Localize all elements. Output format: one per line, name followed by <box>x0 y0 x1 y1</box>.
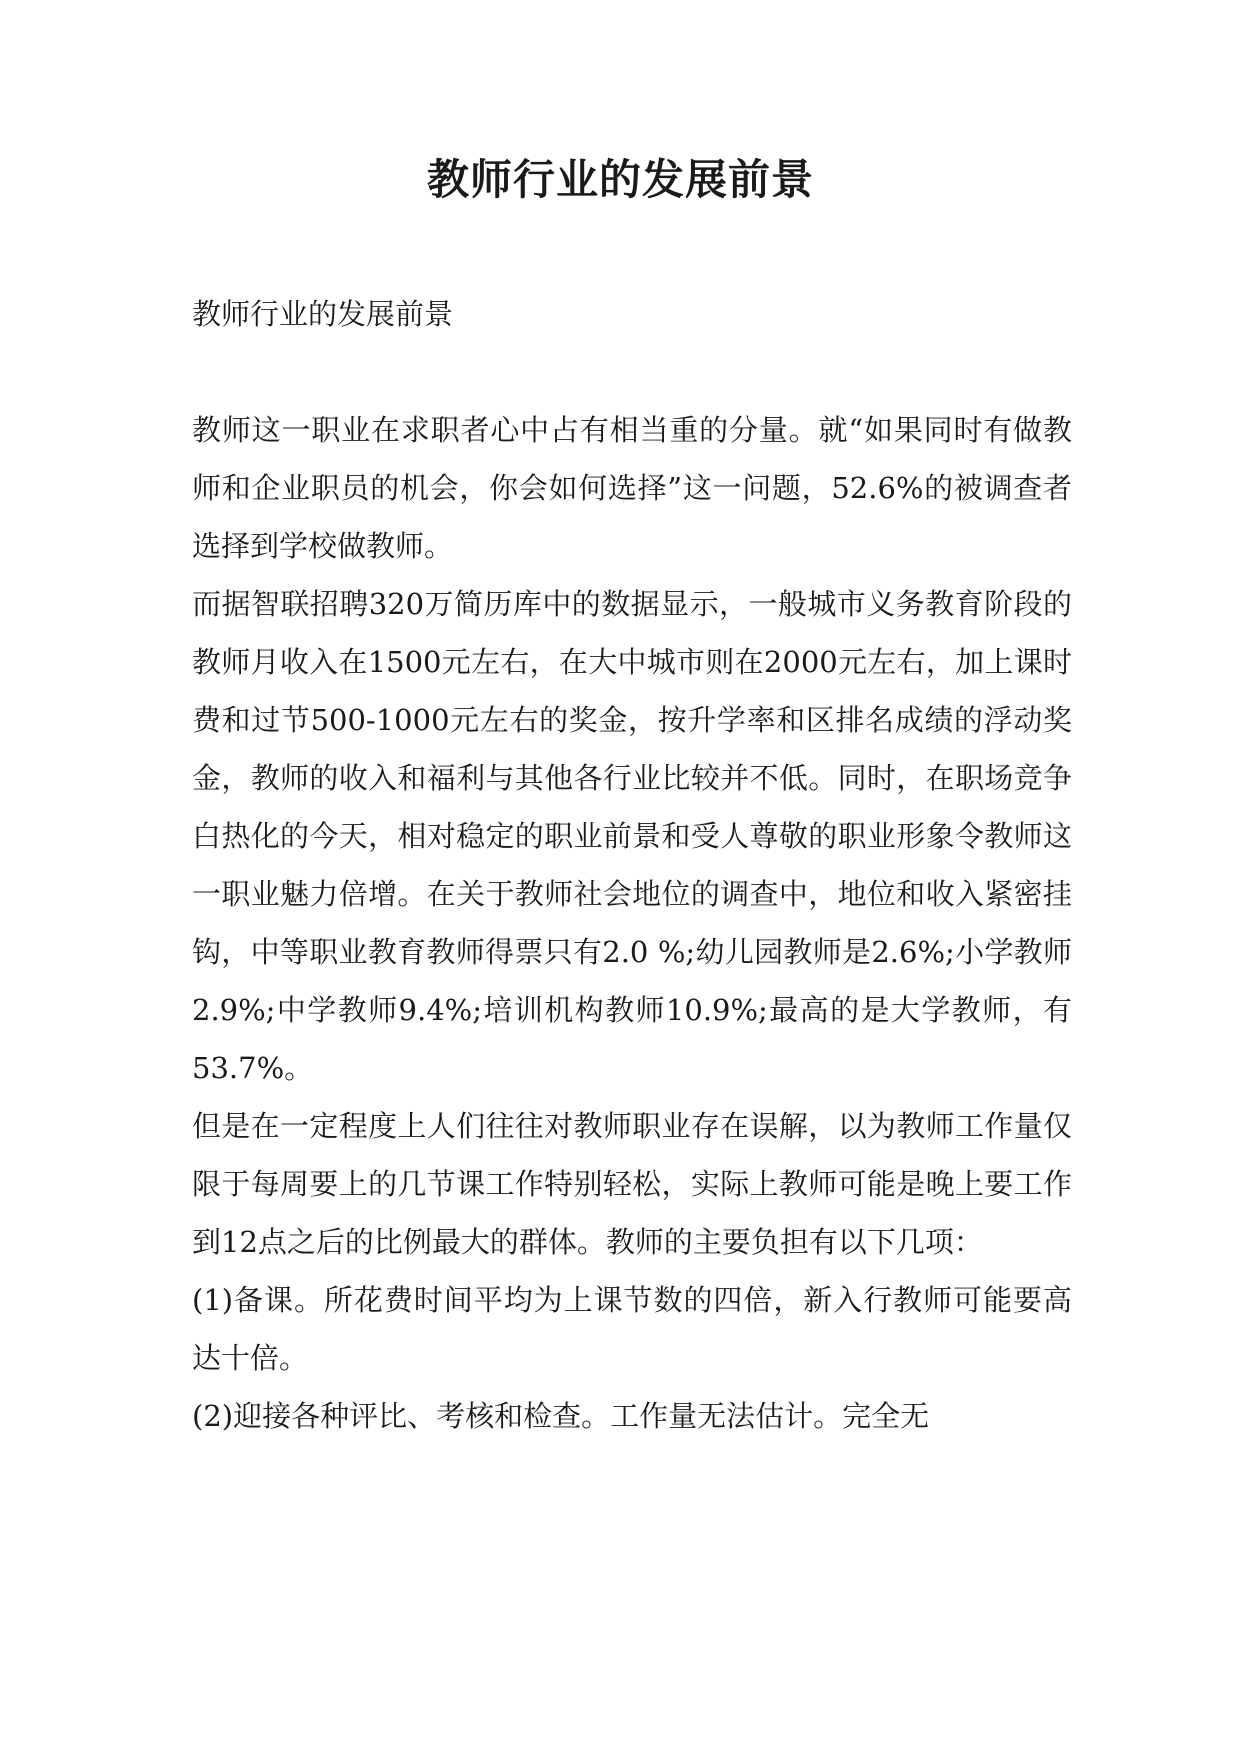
document-body <box>192 285 1072 1445</box>
list-item-evaluations: (2)迎接各种评比、考核和检查。工作量无法估计。完全无 <box>192 1399 930 1433</box>
paragraph-intro: 教师这一职业在求职者心中占有相当重的分量。就“如果同时有做教师和企业职员的机会，你会如何选择”这一问题，52.6%的被调查者选择到学校做教师。 <box>192 413 1072 563</box>
paragraph-misconception: 但是在一定程度上人们往往对教师职业存在误解，以为教师工作量仅限于每周要上的几节课工作特别轻松，实际上教师可能是晚上要工作到12点之后的比例最大的群体。教师的主要负担有以下几项： <box>192 1109 1072 1259</box>
list-item-lesson-prep: (1)备课。所花费时间平均为上课节数的四倍，新入行教师可能要高达十倍。 <box>192 1283 1072 1375</box>
paragraph-income: 而据智联招聘320万简历库中的数据显示，一般城市义务教育阶段的教师月收入在1500元左右，在大中城市则在2000元左右，加上课时费和过节500-1000元左右的奖金，按升学率和区排名成绩的浮动奖金，教师的收入和福利与其他各行业比较并不低。同时，在职场竞争白热化的今天，相对稳定的职业前景和受人尊敬的职业形象令教师这一职业魅力倍增。在关于教师社会地位的调查中，地位和收入紧密挂钩，中等职业教育教师得票只有2.0 %;幼儿园教师是2.6%;小学教师2.9%;中学教师9.4%;培训机构教师10.9%;最高的是大学教师，有53.7%。 <box>192 587 1072 1085</box>
document-subtitle: 教师行业的发展前景 <box>192 297 454 331</box>
document-title: 教师行业的发展前景 <box>426 155 814 204</box>
